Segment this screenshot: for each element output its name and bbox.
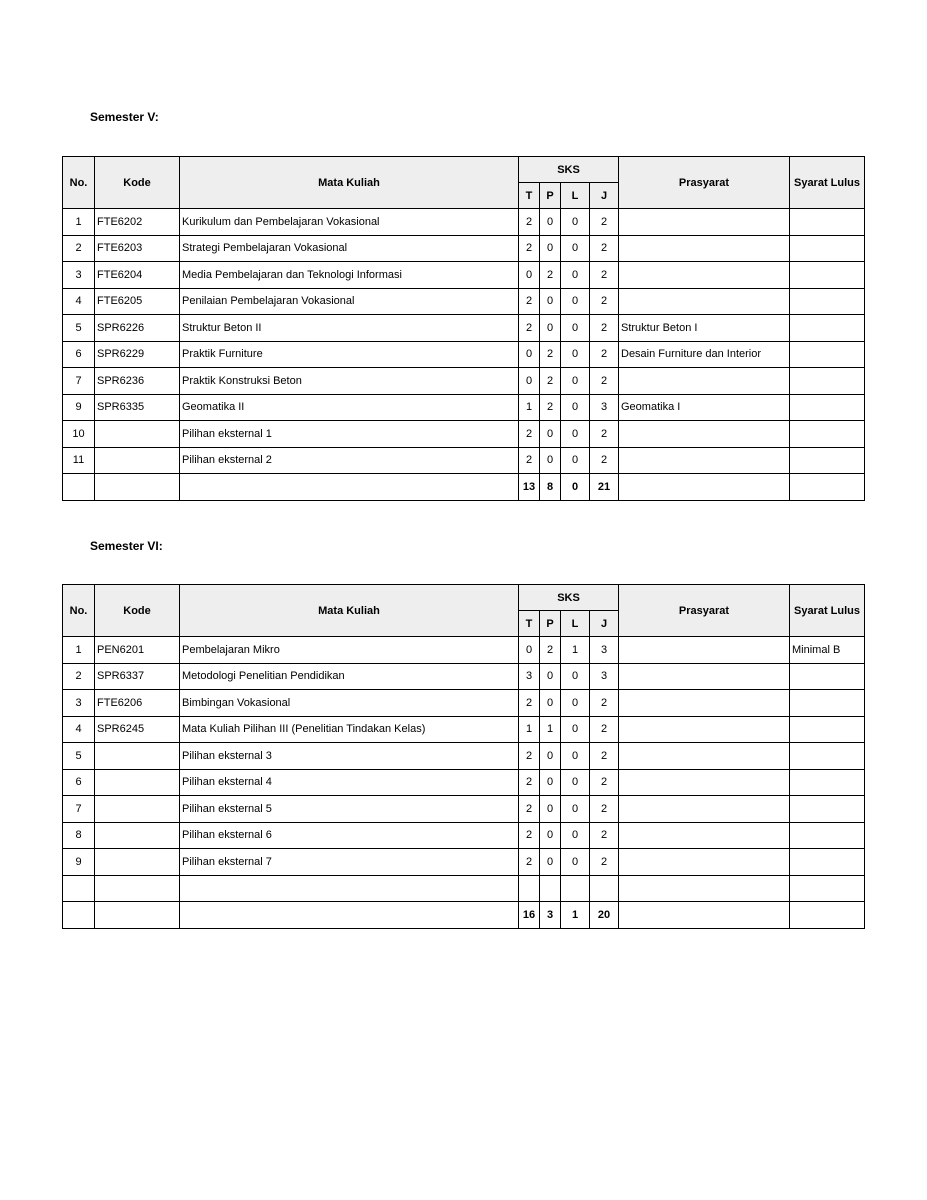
cell-syarat-lulus	[790, 447, 865, 474]
cell-prasyarat	[619, 637, 790, 664]
cell-l: 0	[561, 209, 590, 236]
cell-prasyarat	[619, 690, 790, 717]
cell-t: 2	[519, 743, 540, 770]
table-row	[63, 288, 865, 315]
cell-t: 2	[519, 769, 540, 796]
cell-j: 2	[590, 341, 619, 368]
header-kode: Kode	[95, 585, 180, 637]
header-kode: Kode	[95, 157, 180, 209]
cell-syarat-lulus	[790, 315, 865, 342]
empty-cell	[790, 902, 865, 929]
cell-t: 1	[519, 716, 540, 743]
cell-no: 1	[63, 209, 95, 236]
cell-mata-kuliah: Pilihan eksternal 5	[180, 796, 519, 823]
cell-kode: SPR6337	[95, 663, 180, 690]
cell-l: 0	[561, 341, 590, 368]
header-sks: SKS	[519, 585, 619, 611]
cell-no: 4	[63, 716, 95, 743]
table-row	[63, 637, 865, 664]
total-t: 13	[519, 474, 540, 501]
table-row	[63, 235, 865, 262]
total-l: 1	[561, 902, 590, 929]
header-syarat-lulus: Syarat Lulus	[790, 157, 865, 209]
total-j: 21	[590, 474, 619, 501]
empty-cell	[95, 474, 180, 501]
cell-l: 0	[561, 394, 590, 421]
semester-vi-title: Semester VI:	[90, 539, 163, 553]
cell-j: 2	[590, 235, 619, 262]
cell-prasyarat	[619, 796, 790, 823]
header-p: P	[540, 183, 561, 209]
cell-syarat-lulus	[790, 690, 865, 717]
empty-cell	[619, 902, 790, 929]
semester-v-table	[62, 156, 865, 501]
header-l: L	[561, 183, 590, 209]
cell-prasyarat	[619, 262, 790, 289]
cell-l: 0	[561, 447, 590, 474]
cell-j: 2	[590, 262, 619, 289]
cell-syarat-lulus	[790, 875, 865, 902]
table-row	[63, 690, 865, 717]
cell-t: 2	[519, 315, 540, 342]
cell-kode	[95, 875, 180, 902]
cell-p: 0	[540, 209, 561, 236]
cell-t: 2	[519, 421, 540, 448]
empty-cell	[180, 902, 519, 929]
cell-syarat-lulus	[790, 769, 865, 796]
cell-prasyarat: Struktur Beton I	[619, 315, 790, 342]
cell-prasyarat	[619, 421, 790, 448]
cell-l: 0	[561, 796, 590, 823]
cell-t: 2	[519, 796, 540, 823]
cell-no: 6	[63, 341, 95, 368]
header-no: No.	[63, 585, 95, 637]
cell-j: 2	[590, 209, 619, 236]
empty-cell	[790, 474, 865, 501]
cell-t: 2	[519, 235, 540, 262]
cell-p: 0	[540, 690, 561, 717]
cell-mata-kuliah: Strategi Pembelajaran Vokasional	[180, 235, 519, 262]
cell-no: 7	[63, 796, 95, 823]
cell-no: 3	[63, 262, 95, 289]
cell-t: 0	[519, 262, 540, 289]
cell-syarat-lulus	[790, 743, 865, 770]
header-p: P	[540, 611, 561, 637]
cell-kode	[95, 822, 180, 849]
cell-syarat-lulus	[790, 716, 865, 743]
cell-p: 0	[540, 421, 561, 448]
cell-no: 9	[63, 394, 95, 421]
cell-no: 7	[63, 368, 95, 395]
cell-no: 5	[63, 743, 95, 770]
cell-l: 0	[561, 769, 590, 796]
cell-mata-kuliah	[180, 875, 519, 902]
header-no: No.	[63, 157, 95, 209]
cell-kode: FTE6204	[95, 262, 180, 289]
table-row	[63, 394, 865, 421]
cell-syarat-lulus	[790, 288, 865, 315]
cell-kode	[95, 421, 180, 448]
table-row	[63, 262, 865, 289]
cell-p: 2	[540, 637, 561, 664]
cell-p: 0	[540, 663, 561, 690]
cell-mata-kuliah: Pembelajaran Mikro	[180, 637, 519, 664]
cell-l: 0	[561, 262, 590, 289]
total-t: 16	[519, 902, 540, 929]
cell-kode: SPR6236	[95, 368, 180, 395]
cell-no: 6	[63, 769, 95, 796]
cell-j: 2	[590, 421, 619, 448]
cell-t: 2	[519, 690, 540, 717]
empty-cell	[619, 474, 790, 501]
cell-prasyarat	[619, 849, 790, 876]
cell-kode: FTE6205	[95, 288, 180, 315]
cell-prasyarat	[619, 209, 790, 236]
header-j: J	[590, 183, 619, 209]
cell-syarat-lulus	[790, 262, 865, 289]
header-j: J	[590, 611, 619, 637]
cell-t: 3	[519, 663, 540, 690]
cell-kode: SPR6226	[95, 315, 180, 342]
cell-mata-kuliah: Praktik Konstruksi Beton	[180, 368, 519, 395]
cell-p	[540, 875, 561, 902]
cell-prasyarat	[619, 769, 790, 796]
cell-j: 2	[590, 796, 619, 823]
total-j: 20	[590, 902, 619, 929]
cell-l: 0	[561, 822, 590, 849]
cell-kode	[95, 769, 180, 796]
cell-prasyarat	[619, 447, 790, 474]
cell-j: 2	[590, 368, 619, 395]
cell-t: 0	[519, 637, 540, 664]
cell-no: 5	[63, 315, 95, 342]
total-p: 3	[540, 902, 561, 929]
cell-mata-kuliah: Pilihan eksternal 1	[180, 421, 519, 448]
cell-syarat-lulus: Minimal B	[790, 637, 865, 664]
table-row	[63, 849, 865, 876]
cell-prasyarat	[619, 743, 790, 770]
cell-p: 0	[540, 769, 561, 796]
cell-syarat-lulus	[790, 796, 865, 823]
empty-cell	[63, 474, 95, 501]
cell-kode: FTE6206	[95, 690, 180, 717]
cell-j: 2	[590, 288, 619, 315]
cell-j: 2	[590, 743, 619, 770]
cell-t: 1	[519, 394, 540, 421]
cell-syarat-lulus	[790, 341, 865, 368]
cell-no: 3	[63, 690, 95, 717]
cell-p: 0	[540, 315, 561, 342]
cell-j: 3	[590, 637, 619, 664]
cell-j: 2	[590, 769, 619, 796]
cell-syarat-lulus	[790, 209, 865, 236]
cell-j: 2	[590, 447, 619, 474]
table-row	[63, 368, 865, 395]
cell-mata-kuliah: Struktur Beton II	[180, 315, 519, 342]
cell-prasyarat	[619, 368, 790, 395]
cell-p: 2	[540, 394, 561, 421]
total-p: 8	[540, 474, 561, 501]
cell-kode	[95, 743, 180, 770]
table-row	[63, 796, 865, 823]
table-row	[63, 341, 865, 368]
cell-l: 0	[561, 315, 590, 342]
cell-l: 0	[561, 690, 590, 717]
cell-mata-kuliah: Mata Kuliah Pilihan III (Penelitian Tindakan Kelas)	[180, 716, 519, 743]
header-prasyarat: Prasyarat	[619, 157, 790, 209]
cell-no: 4	[63, 288, 95, 315]
cell-prasyarat	[619, 822, 790, 849]
table-row	[63, 743, 865, 770]
table-row	[63, 822, 865, 849]
cell-prasyarat	[619, 235, 790, 262]
cell-prasyarat: Desain Furniture dan Interior	[619, 341, 790, 368]
total-row	[63, 474, 865, 501]
empty-cell	[180, 474, 519, 501]
header-mata-kuliah: Mata Kuliah	[180, 585, 519, 637]
cell-mata-kuliah: Kurikulum dan Pembelajaran Vokasional	[180, 209, 519, 236]
cell-mata-kuliah: Pilihan eksternal 6	[180, 822, 519, 849]
cell-j: 3	[590, 663, 619, 690]
cell-t: 0	[519, 341, 540, 368]
total-l: 0	[561, 474, 590, 501]
cell-syarat-lulus	[790, 368, 865, 395]
cell-syarat-lulus	[790, 822, 865, 849]
cell-mata-kuliah: Bimbingan Vokasional	[180, 690, 519, 717]
cell-kode	[95, 796, 180, 823]
cell-prasyarat	[619, 663, 790, 690]
cell-t: 2	[519, 447, 540, 474]
header-mata-kuliah: Mata Kuliah	[180, 157, 519, 209]
cell-l: 0	[561, 716, 590, 743]
cell-j	[590, 875, 619, 902]
cell-mata-kuliah: Pilihan eksternal 4	[180, 769, 519, 796]
cell-kode: PEN6201	[95, 637, 180, 664]
semester-v-title: Semester V:	[90, 110, 159, 124]
cell-j: 2	[590, 690, 619, 717]
cell-p: 0	[540, 796, 561, 823]
cell-t: 0	[519, 368, 540, 395]
cell-no: 1	[63, 637, 95, 664]
cell-mata-kuliah: Media Pembelajaran dan Teknologi Informasi	[180, 262, 519, 289]
cell-no: 2	[63, 235, 95, 262]
cell-j: 2	[590, 716, 619, 743]
cell-prasyarat	[619, 716, 790, 743]
cell-no: 10	[63, 421, 95, 448]
header-syarat-lulus: Syarat Lulus	[790, 585, 865, 637]
cell-t	[519, 875, 540, 902]
cell-p: 2	[540, 341, 561, 368]
cell-kode	[95, 849, 180, 876]
cell-j: 3	[590, 394, 619, 421]
cell-prasyarat: Geomatika I	[619, 394, 790, 421]
cell-l: 0	[561, 421, 590, 448]
cell-kode	[95, 447, 180, 474]
cell-no: 8	[63, 822, 95, 849]
cell-l: 0	[561, 743, 590, 770]
header-prasyarat: Prasyarat	[619, 585, 790, 637]
cell-p: 1	[540, 716, 561, 743]
table-row	[63, 716, 865, 743]
cell-prasyarat	[619, 288, 790, 315]
cell-no: 9	[63, 849, 95, 876]
cell-p: 0	[540, 849, 561, 876]
table-row	[63, 663, 865, 690]
cell-kode: SPR6245	[95, 716, 180, 743]
cell-kode: FTE6203	[95, 235, 180, 262]
table-row	[63, 875, 865, 902]
header-t: T	[519, 183, 540, 209]
cell-syarat-lulus	[790, 849, 865, 876]
cell-no: 2	[63, 663, 95, 690]
cell-p: 0	[540, 235, 561, 262]
cell-t: 2	[519, 209, 540, 236]
cell-p: 0	[540, 288, 561, 315]
cell-syarat-lulus	[790, 663, 865, 690]
cell-l: 0	[561, 663, 590, 690]
semester-vi-table	[62, 584, 865, 929]
cell-kode: SPR6335	[95, 394, 180, 421]
cell-kode: FTE6202	[95, 209, 180, 236]
cell-t: 2	[519, 288, 540, 315]
cell-no	[63, 875, 95, 902]
cell-syarat-lulus	[790, 394, 865, 421]
cell-mata-kuliah: Praktik Furniture	[180, 341, 519, 368]
cell-p: 0	[540, 822, 561, 849]
cell-syarat-lulus	[790, 421, 865, 448]
cell-j: 2	[590, 849, 619, 876]
cell-l	[561, 875, 590, 902]
cell-no: 11	[63, 447, 95, 474]
cell-p: 0	[540, 447, 561, 474]
semester-vi-rows	[63, 637, 865, 929]
table-row	[63, 421, 865, 448]
total-row	[63, 902, 865, 929]
cell-mata-kuliah: Pilihan eksternal 7	[180, 849, 519, 876]
cell-l: 0	[561, 368, 590, 395]
cell-mata-kuliah: Metodologi Penelitian Pendidikan	[180, 663, 519, 690]
cell-p: 2	[540, 262, 561, 289]
header-t: T	[519, 611, 540, 637]
empty-cell	[95, 902, 180, 929]
cell-syarat-lulus	[790, 235, 865, 262]
header-sks: SKS	[519, 157, 619, 183]
cell-p: 0	[540, 743, 561, 770]
header-l: L	[561, 611, 590, 637]
table-row	[63, 447, 865, 474]
cell-prasyarat	[619, 875, 790, 902]
cell-j: 2	[590, 315, 619, 342]
cell-t: 2	[519, 849, 540, 876]
semester-v-rows	[63, 209, 865, 501]
cell-l: 0	[561, 849, 590, 876]
table-row	[63, 209, 865, 236]
cell-j: 2	[590, 822, 619, 849]
cell-kode: SPR6229	[95, 341, 180, 368]
cell-t: 2	[519, 822, 540, 849]
cell-l: 0	[561, 288, 590, 315]
table-row	[63, 315, 865, 342]
cell-mata-kuliah: Penilaian Pembelajaran Vokasional	[180, 288, 519, 315]
table-row	[63, 769, 865, 796]
cell-l: 0	[561, 235, 590, 262]
cell-mata-kuliah: Pilihan eksternal 2	[180, 447, 519, 474]
cell-p: 2	[540, 368, 561, 395]
empty-cell	[63, 902, 95, 929]
cell-mata-kuliah: Geomatika II	[180, 394, 519, 421]
cell-mata-kuliah: Pilihan eksternal 3	[180, 743, 519, 770]
cell-l: 1	[561, 637, 590, 664]
